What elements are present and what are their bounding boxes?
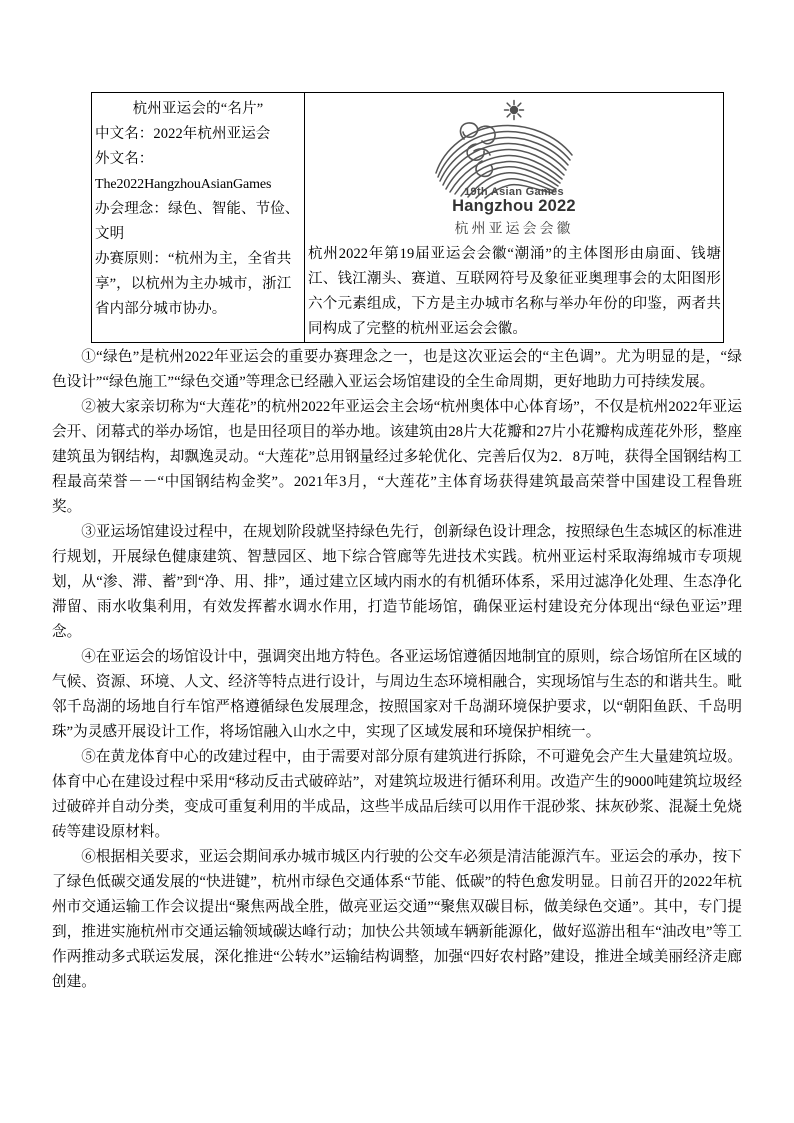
- card-title: 杭州亚运会的“名片”: [132, 101, 264, 117]
- paragraph-5: ⑤在黄龙体育中心的改建过程中，由于需要对部分原有建筑进行拆除，不可避免会产生大量建筑垃圾。体育中心在建设过程中采用“移动反击式破碎站”，对建筑垃圾进行循环利用。改造产生的9000吨建筑垃圾经过破碎并自动分类，变成可重复利用的半成品，这些半成品后续可以用作干混砂浆、抹灰砂浆、混凝土免烧砖等建设原材料。: [52, 749, 742, 840]
- card-line-philosophy: 办会理念：绿色、智能、节俭、文明: [95, 201, 300, 242]
- track-knot-glyph-icon: [461, 123, 496, 176]
- card-line-foreign-name-value: The2022HangzhouAsianGames: [95, 177, 272, 192]
- emblem-figure: [305, 93, 723, 242]
- paragraph-1: ①“绿色”是杭州2022年亚运会的重要办赛理念之一，也是这次亚运会的“主色调”。尤为明显的是，“绿色设计”“绿色施工”“绿色交通”等理念已经融入亚运会场馆建设的全生命周期，更好地助力可持续发展。: [52, 349, 742, 390]
- paragraph-4: ④在亚运会的场馆设计中，强调突出地方特色。各亚运场馆遵循因地制宜的原则，综合场馆所在区域的气候、资源、环境、人文、经济等特点进行设计，与周边生态环境相融合，实现场馆与生态的和谐共生。毗邻千岛湖的场地自行车馆严格遵循绿色发展理念，按照国家对千岛湖环境保护要求，以“朝阳鱼跃、千岛明珠”为灵感开展设计工作，将场馆融入山水之中，实现了区域发展和环境保护相统一。: [52, 649, 742, 740]
- hangzhou-2022-emblem-icon: [416, 99, 612, 219]
- article-body: [52, 345, 742, 995]
- paragraph-2: ②被大家亲切称为“大莲花”的杭州2022年亚运会主会场“杭州奥体中心体育场”，不仅是杭州2022年亚运会开、闭幕式的举办场馆，也是田径项目的举办地。该建筑由28片大花瓣和27片小花瓣构成莲花外形，整座建筑虽为钢结构，却飘逸灵动。“大莲花”总用钢量经过多轮优化、完善后仅为2．8万吨，获得全国钢结构工程最高荣誉－－“中国钢结构金奖”。2021年3月，“大莲花”主体育场获得建筑最高荣誉中国建设工程鲁班奖。: [52, 399, 742, 515]
- sun-glyph-icon: [505, 101, 524, 120]
- emblem-title-en-line2: Hangzhou 2022: [452, 197, 576, 215]
- emblem-description: 杭州2022年第19届亚运会会徽“潮涌”的主体图形由扇面、钱塘江、钱江潮头、赛道、互联网符号及象征亚奥理事会的太阳图形六个元素组成，下方是主办城市名称与举办年份的印鉴，两者共同构成了完整的杭州亚运会会徽。: [308, 246, 721, 337]
- card-line-principle: 办赛原则：“杭州为主，全省共享”，以杭州为主办城市，浙江省内部分城市协办。: [95, 251, 292, 317]
- table-cell-info-card: [92, 93, 305, 343]
- card-line-chinese-name: 中文名：2022年杭州亚运会: [95, 126, 271, 142]
- card-line-foreign-name-label: 外文名：: [95, 151, 154, 167]
- emblem-title-en-line1: 19th Asian Games: [464, 186, 564, 198]
- table-cell-emblem: [305, 93, 724, 343]
- emblem-caption-cn: 杭州亚运会会徽: [454, 222, 574, 237]
- table-row: [92, 93, 724, 343]
- info-card-table: [91, 92, 724, 343]
- paragraph-6: ⑥根据相关要求，亚运会期间承办城市城区内行驶的公交车必须是清洁能源汽车。亚运会的承办，按下了绿色低碳交通发展的“快进键”，杭州市绿色交通体系“节能、低碳”的特色愈发明显。日前召开的2022年杭州市交通运输工作会议提出“聚焦两战全胜，做亮亚运交通”“聚焦双碳目标，做美绿色交通”。其中，专门提到，推进实施杭州市交通运输领域碳达峰行动；加快公共领域车辆新能源化，做好巡游出租车“油改电”等工作两推动多式联运发展，深化推进“公转水”运输结构调整，加强“四好农村路”建设，推进全域美丽经济走廊创建。: [52, 849, 742, 990]
- paragraph-3: ③亚运场馆建设过程中，在规划阶段就坚持绿色先行，创新绿色设计理念，按照绿色生态城区的标准进行规划，开展绿色健康建筑、智慧园区、地下综合管廊等先进技术实践。杭州亚运村采取海绵城市专项规划，从“渗、滞、蓄”到“净、用、排”，通过建立区域内雨水的有机循环体系，采用过滤净化处理、生态净化滞留、雨水收集利用，有效发挥蓄水调水作用，打造节能场馆，确保亚运村建设充分体现出“绿色亚运”理念。: [52, 524, 742, 640]
